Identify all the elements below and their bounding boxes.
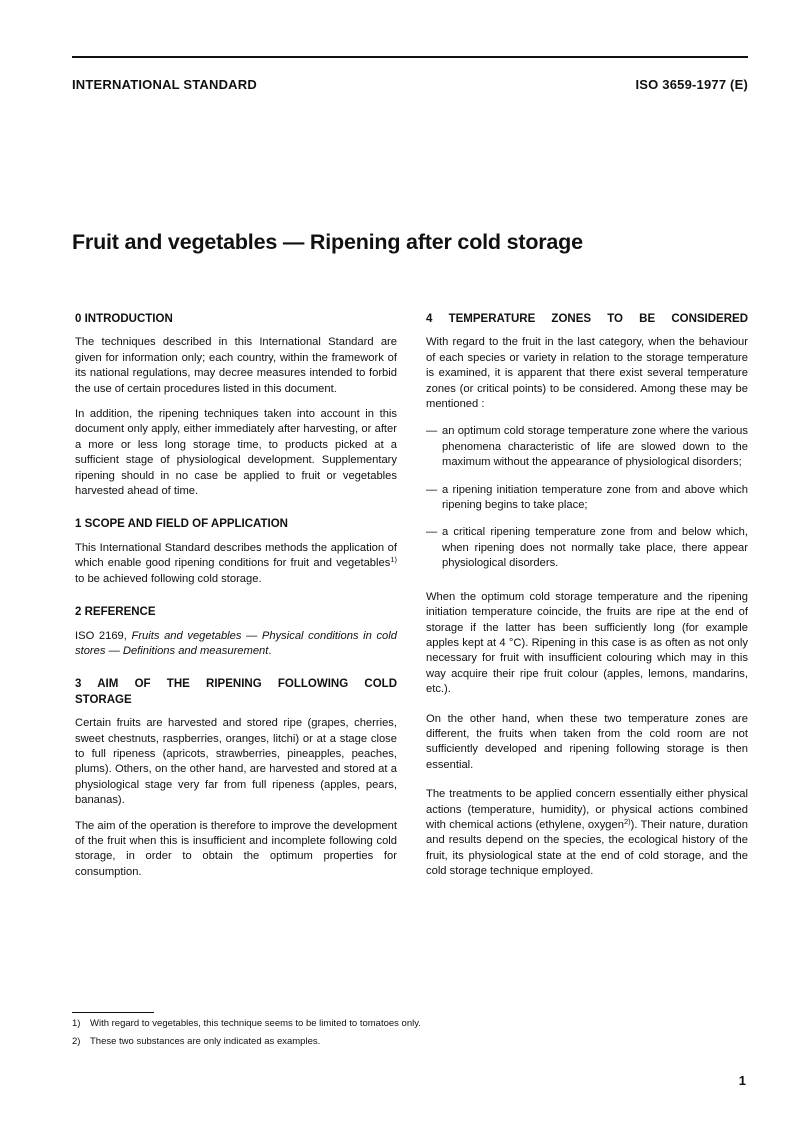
paragraph [75, 629, 397, 660]
section-heading: 1 SCOPE AND FIELD OF APPLICATION [75, 518, 288, 531]
text: ). Their nature, duration and results depend on the species, the ecological history of the fruit, its physiological state at the end of cold storage, and the cold storage technique employed. [426, 818, 748, 878]
footnote-number: 1) [72, 1018, 81, 1029]
paragraph: When the optimum cold storage temperature and the ripening initiation temperature coincide, the fruits are ripe at the end of storage if the latter has been sufficiently long (for example apples kept at 4 °C). Ripening in this case is as often as not only necessary for fruit with insufficient colouring which may in this way acquire their ripe fruit colour (apples, lemons, mandarins, etc.). [426, 590, 748, 696]
document-title: Fruit and vegetables — Ripening after cold storage [72, 230, 583, 254]
section-heading: 0 INTRODUCTION [75, 313, 173, 325]
text: . [268, 644, 272, 657]
text: The treatments to be applied concern essentially either physical actions (temperature, humidity), or physical actions combined with chemical actions (ethylene, oxygen [426, 788, 748, 831]
header-standard-label: INTERNATIONAL STANDARD [72, 77, 257, 92]
section-heading-line-2: STORAGE [75, 693, 132, 706]
footnote-rule [72, 1012, 154, 1013]
footnote-1 [72, 1018, 421, 1030]
dash-bullet: — [426, 425, 438, 438]
section-heading: 2 REFERENCE [75, 606, 156, 619]
footnote-number: 2) [72, 1036, 81, 1047]
header-rule [72, 56, 748, 58]
footnote-ref-2: 2) [623, 816, 631, 826]
section-0-introduction [75, 312, 397, 499]
paragraph: The aim of the operation is therefore to improve the development of the fruit when this is insufficient and incomplete following cold storage, in order to obtain the optimum properties for consumption. [75, 819, 397, 878]
section-1-scope [75, 517, 397, 587]
footnote-ref-1: 1) [390, 555, 397, 565]
section-3-aim [75, 677, 397, 880]
left-column [75, 312, 397, 898]
referenced-standard-title: Fruits and vegetables — Physical conditions in cold stores — Definitions and measurement [75, 629, 397, 657]
paragraph: With regard to the fruit in the last category, when the behaviour of each species or variety in relation to the storage temperature is examined, it is apparent that there exist several temperature zones (or critical points) to be considered. Among these may be mentioned : [426, 336, 748, 411]
section-4-temperature-zones [426, 312, 748, 880]
section-heading: 4 TEMPERATURE ZONES TO BE CONSIDERED [426, 313, 748, 325]
paragraph: The techniques described in this International Standard are given for information only; each country, within the framework of its national regulations, may decree measures intended to forbid the use of certain procedures listed in this document. [75, 336, 397, 395]
list-item-text: a critical ripening temperature zone from and below which, when ripening does not normally take place, there appear physiological disorders. [442, 526, 748, 570]
text: to be achieved following cold storage. [75, 572, 262, 585]
temperature-zone-list [426, 424, 748, 571]
text: ISO 2169, [75, 629, 132, 642]
paragraph: Certain fruits are harvested and stored ripe (grapes, cherries, sweet chestnuts, raspberries, oranges, litchi) or at a stage close to full ripeness (apricots, strawberries, pineapples, peaches, plums). Others, on the other hand, are harvested and stored at a physiological stage very far from full ripeness (apples, pears, bananas). [75, 717, 397, 807]
list-item-text: a ripening initiation temperature zone from and above which ripening begins to take place; [442, 483, 748, 512]
right-column [426, 312, 748, 898]
page-number: 1 [738, 1073, 746, 1088]
footnote-text: These two substances are only indicated as examples. [90, 1036, 321, 1047]
text: This International Standard describes methods the application of which enable good ripening conditions for fruit and vegetables [75, 541, 397, 570]
paragraph: On the other hand, when these two temperature zones are different, the fruits when taken from the cold room are not sufficiently developed and ripening following storage is then essential. [426, 712, 748, 771]
paragraph [75, 541, 397, 587]
footnote-text: With regard to vegetables, this technique seems to be limited to tomatoes only. [90, 1018, 421, 1029]
section-heading-line-1: 3 AIM OF THE RIPENING FOLLOWING COLD [75, 678, 397, 691]
dash-bullet: — [426, 483, 438, 496]
footnote-2 [72, 1036, 320, 1048]
list-item-text: an optimum cold storage temperature zone where the various phenomena characteristic of life are slowed down to the maximum without the appearance of physiological disorders; [442, 425, 748, 469]
paragraph: In addition, the ripening techniques taken into account in this document only apply, either immediately after harvesting, or after a more or less long storage time, to products picked at a sufficient stage of physiological development. Supplementary ripening should in no case be applied to fruit or vegetables harvested ahead of time. [75, 408, 397, 498]
header-document-number: ISO 3659-1977 (E) [635, 77, 748, 92]
section-2-reference [75, 605, 397, 659]
dash-bullet: — [426, 526, 438, 539]
list-item [426, 483, 748, 514]
list-item [426, 525, 748, 571]
paragraph [426, 787, 748, 879]
list-item [426, 424, 748, 470]
